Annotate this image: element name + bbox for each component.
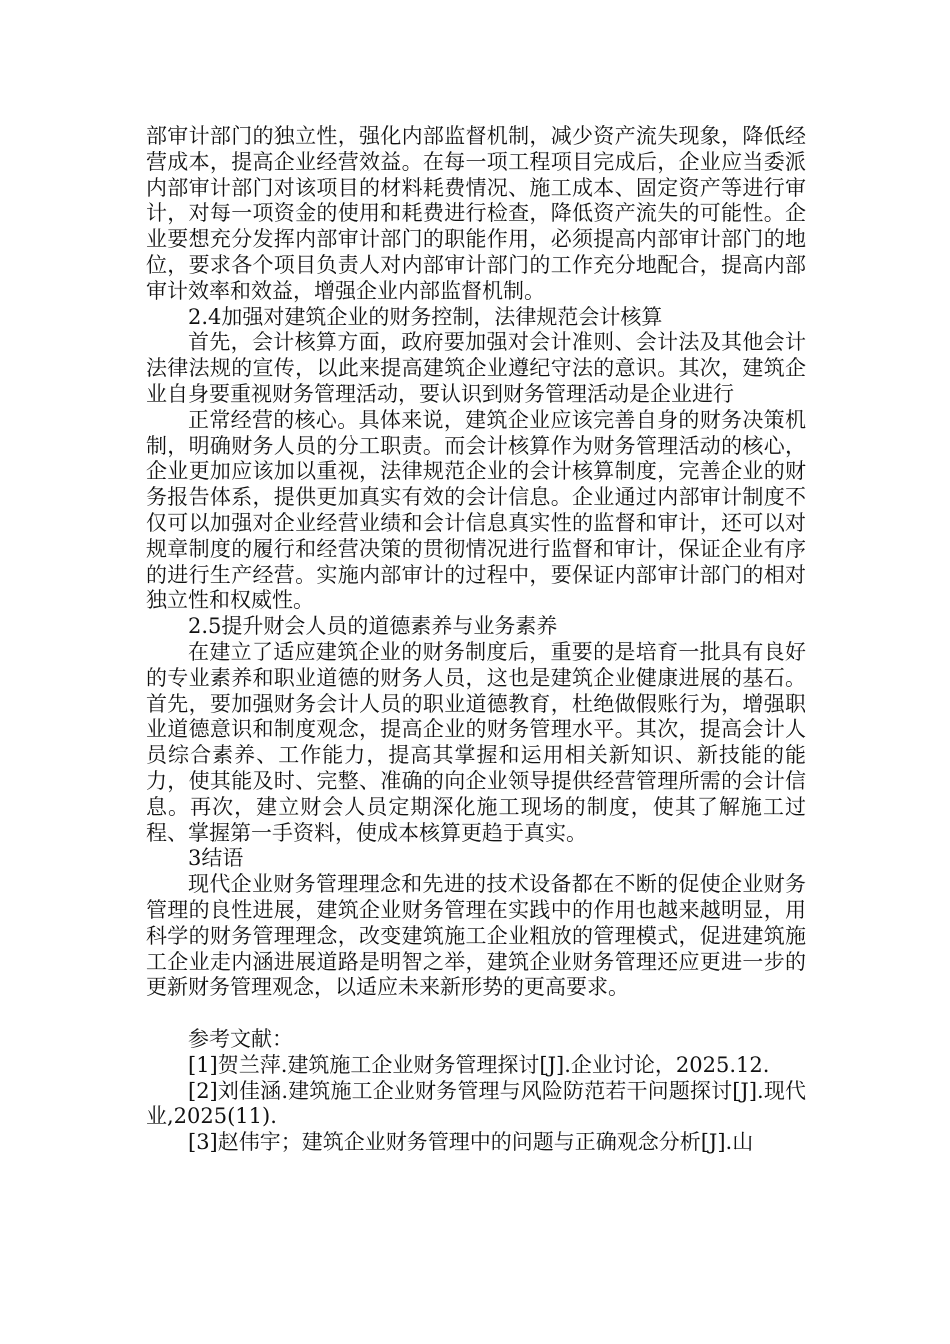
reference-item-1: [1]贺兰萍.建筑施工企业财务管理探讨[J].企业讨论，2025.12. xyxy=(188,1052,770,1077)
body-paragraph-2: 首先，会计核算方面，政府要加强对会计准则、会计法及其他会计法律法规的宣传，以此来提高建筑企业遵纪守法的意识。其次，建筑企业自身要重视财务管理活动，要认识到财务管理活动是企业进行 xyxy=(146,330,806,406)
references-heading: 参考文献： xyxy=(188,1027,293,1052)
section-heading-2-4: 2.4加强对建筑企业的财务控制，法律规范会计核算 xyxy=(188,304,663,329)
section-spacer xyxy=(146,1001,806,1027)
document-page xyxy=(146,124,806,1156)
section-heading-3: 3结语 xyxy=(188,846,244,871)
reference-item-2: [2]刘佳涵.建筑施工企业财务管理与风险防范若干问题探讨[J].现代业,2025(11). xyxy=(146,1078,806,1129)
conclusion-paragraph: 现代企业财务管理理念和先进的技术设备都在不断的促使企业财务管理的良性进展，建筑企业财务管理在实践中的作用也越来越明显，用科学的财务管理理念，改变建筑施工企业粗放的管理模式，促进建筑施工企业走内涵进展道路是明智之举，建筑企业财务管理还应更进一步的更新财务管理观念，以适应未来新形势的更高要求。 xyxy=(146,872,806,1000)
section-heading-2-5: 2.5提升财会人员的道德素养与业务素养 xyxy=(188,614,558,639)
reference-item-3: [3]赵伟宇；建筑企业财务管理中的问题与正确观念分析[J].山 xyxy=(188,1130,754,1155)
body-paragraph-1: 部审计部门的独立性，强化内部监督机制，减少资产流失现象，降低经营成本，提高企业经营效益。在每一项工程项目完成后，企业应当委派内部审计部门对该项目的材料耗费情况、施工成本、固定资产等进行审计，对每一项资金的使用和耗费进行检查，降低资产流失的可能性。企业要想充分发挥内部审计部门的职能作用，必须提高内部审计部门的地位，要求各个项目负责人对内部审计部门的工作充分地配合，提高内部审计效率和效益，增强企业内部监督机制。 xyxy=(146,124,806,303)
body-paragraph-3: 正常经营的核心。具体来说，建筑企业应该完善自身的财务决策机制，明确财务人员的分工职责。而会计核算作为财务管理活动的核心，企业更加应该加以重视，法律规范企业的会计核算制度，完善企业的财务报告体系，提供更加真实有效的会计信息。企业通过内部审计制度不仅可以加强对企业经营业绩和会计信息真实性的监督和审计，还可以对规章制度的履行和经营决策的贯彻情况进行监督和审计，保证企业有序的进行生产经营。实施内部审计的过程中，要保证内部审计部门的相对独立性和权威性。 xyxy=(146,407,806,613)
body-paragraph-4: 在建立了适应建筑企业的财务制度后，重要的是培育一批具有良好的专业素养和职业道德的财务人员，这也是建筑企业健康进展的基石。首先，要加强财务会计人员的职业道德教育，杜绝做假账行为，增强职业道德意识和制度观念，提高企业的财务管理水平。其次，提高会计人员综合素养、工作能力，提高其掌握和运用相关新知识、新技能的能力，使其能及时、完整、准确的向企业领导提供经营管理所需的会计信息。再次，建立财会人员定期深化施工现场的制度，使其了解施工过程、掌握第一手资料，使成本核算更趋于真实。 xyxy=(146,639,806,845)
